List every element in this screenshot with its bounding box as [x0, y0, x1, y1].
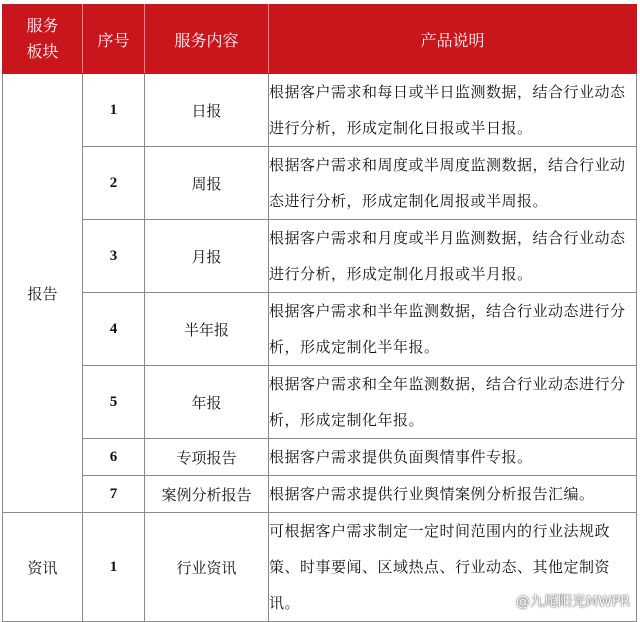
- table-row: [3, 147, 637, 220]
- service-description: 根据客户需求和周度或半周度监测数据，结合行业动态进行分析，形成定制化周报或半周报。: [269, 147, 637, 220]
- row-number: 4: [83, 293, 145, 366]
- table-row: [3, 74, 637, 147]
- header-content: 服务内容: [145, 5, 269, 74]
- row-number: 5: [83, 366, 145, 439]
- service-name: 行业资讯: [145, 513, 269, 622]
- row-number: 6: [83, 439, 145, 476]
- watermark: @九尾阳光MWPR: [515, 594, 630, 610]
- header-block: [3, 5, 83, 74]
- row-number: 1: [83, 513, 145, 622]
- service-name: 日报: [145, 74, 269, 147]
- row-number: 1: [83, 74, 145, 147]
- header-block-line2: 板块: [26, 42, 59, 61]
- block-cell-report: 报告: [3, 74, 83, 513]
- service-description: 根据客户需求和月度或半月监测数据，结合行业动态进行分析，形成定制化月报或半月报。: [269, 220, 637, 293]
- table-row: [3, 293, 637, 366]
- service-name: 月报: [145, 220, 269, 293]
- service-name: 年报: [145, 366, 269, 439]
- table-row: [3, 366, 637, 439]
- table-row: [3, 476, 637, 513]
- row-number: 2: [83, 147, 145, 220]
- table-row: [3, 439, 637, 476]
- row-number: 3: [83, 220, 145, 293]
- header-row: [3, 5, 637, 74]
- service-description: 根据客户需求和半年监测数据，结合行业动态进行分析，形成定制化半年报。: [269, 293, 637, 366]
- service-name: 案例分析报告: [145, 476, 269, 513]
- service-description: 根据客户需求提供负面舆情事件专报。: [269, 439, 637, 476]
- header-desc: 产品说明: [269, 5, 637, 74]
- service-description: 可根据客户需求制定一定时间范围内的行业法规政策、时事要闻、区域热点、行业动态、其他定制资讯。: [269, 513, 637, 622]
- header-seq: 序号: [83, 5, 145, 74]
- service-description: 根据客户需求和全年监测数据，结合行业动态进行分析，形成定制化年报。: [269, 366, 637, 439]
- table-row: [3, 220, 637, 293]
- block-cell-news: 资讯: [3, 513, 83, 622]
- service-name: 周报: [145, 147, 269, 220]
- service-description: 根据客户需求和每日或半日监测数据，结合行业动态进行分析，形成定制化日报或半日报。: [269, 74, 637, 147]
- service-name: 专项报告: [145, 439, 269, 476]
- header-block-line1: 服务: [26, 16, 59, 35]
- row-number: 7: [83, 476, 145, 513]
- service-name: 半年报: [145, 293, 269, 366]
- service-table: [2, 4, 637, 622]
- service-description: 根据客户需求提供行业舆情案例分析报告汇编。: [269, 476, 637, 513]
